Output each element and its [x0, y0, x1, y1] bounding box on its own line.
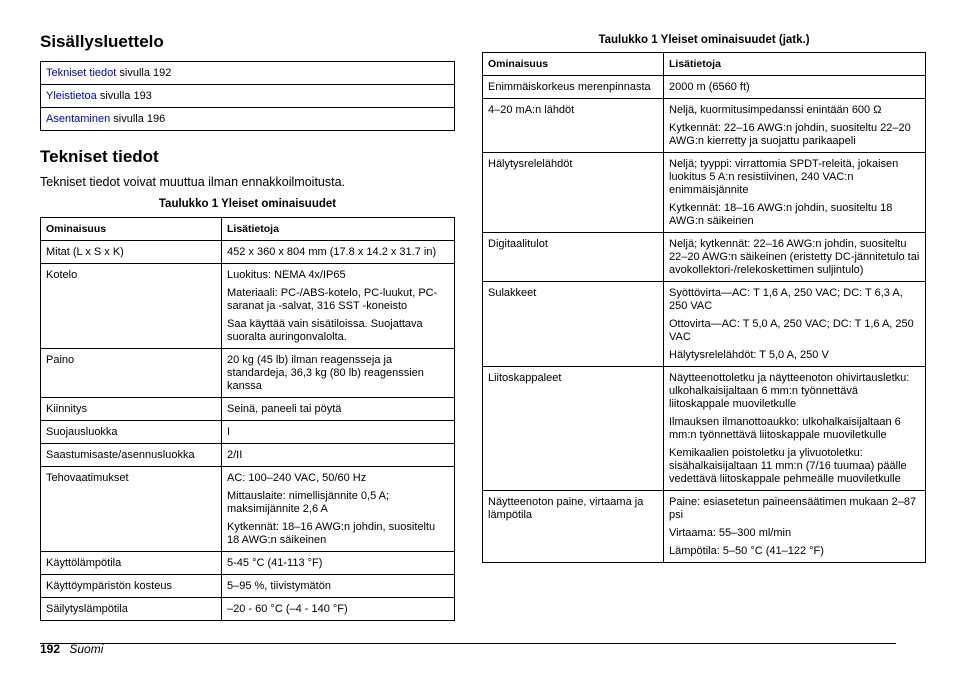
table-row — [41, 467, 455, 552]
intro-text: Tekniset tiedot voivat muuttua ilman ennakkoilmoitusta. — [40, 175, 346, 189]
info-cell — [222, 444, 455, 467]
property-cell: Digitaalitulot — [483, 233, 664, 282]
property-cell: Näytteenoton paine, virtaama ja lämpötila — [483, 491, 664, 563]
toc-link[interactable]: Tekniset tiedot — [46, 67, 117, 79]
table-row — [483, 282, 926, 367]
toc-row — [41, 62, 455, 85]
table-row — [41, 421, 455, 444]
info-line: 2/II — [227, 449, 243, 461]
table-row — [41, 598, 455, 621]
info-line: 5-45 °C (41-113 °F) — [227, 557, 323, 569]
info-line: 5–95 %, tiivistymätön — [227, 580, 331, 592]
table-row — [41, 349, 455, 398]
info-line: Paine: esiasetetun paineensäätimen mukaan 2–87 psi — [669, 496, 917, 521]
info-line: Neljä, kuormitusimpedanssi enintään 600 Ω — [669, 104, 882, 116]
footer-divider — [40, 643, 896, 644]
header-property: Ominaisuus — [483, 53, 664, 76]
table-body — [41, 241, 455, 621]
info-line: Virtaama: 55–300 ml/min — [669, 527, 792, 539]
toc-row — [41, 108, 455, 131]
info-line: 2000 m (6560 ft) — [669, 81, 750, 93]
info-cell — [222, 598, 455, 621]
info-line: Luokitus: NEMA 4x/IP65 — [227, 269, 346, 281]
info-line: Syöttövirta—AC: T 1,6 A, 250 VAC; DC: T 6,3 A, 250 VAC — [669, 287, 903, 312]
property-cell: Suojausluokka — [41, 421, 222, 444]
info-line: Mittauslaite: nimellisjännite 0,5 A; maksimijännite 2,6 A — [227, 490, 390, 515]
info-cell — [222, 398, 455, 421]
property-cell: Tehovaatimukset — [41, 467, 222, 552]
toc-entry — [41, 85, 455, 108]
table-caption: Taulukko 1 Yleiset ominaisuudet (jatk.) — [598, 34, 810, 46]
table-header-row — [41, 218, 455, 241]
info-line: Kytkennät: 22–16 AWG:n johdin, suositeltu 22–20 AWG:n kierretty ja suojattu parikaapeli — [669, 122, 911, 147]
header-info: Lisätietoja — [222, 218, 455, 241]
info-line: –20 - 60 °C (–4 - 140 °F) — [227, 603, 348, 615]
info-line: AC: 100–240 VAC, 50/60 Hz — [227, 472, 367, 484]
info-line: Ilmauksen ilmanottoaukko: ulkohalkaisijaltaan 6 mm:n työnnettävä liitoskappale muoviletkulle — [669, 416, 901, 441]
table-row — [483, 76, 926, 99]
property-cell: Saastumisaste/asennusluokka — [41, 444, 222, 467]
property-cell: Kotelo — [41, 264, 222, 349]
property-cell: Kiinnitys — [41, 398, 222, 421]
info-cell — [222, 575, 455, 598]
info-line: Seinä, paneeli tai pöytä — [227, 403, 342, 415]
info-cell — [664, 233, 926, 282]
info-line: Kytkennät: 18–16 AWG:n johdin, suositeltu 18 AWG:n säikeinen — [669, 202, 893, 227]
info-line: Hälytysrelelähdöt: T 5,0 A, 250 V — [669, 349, 829, 361]
info-cell — [664, 153, 926, 233]
page-number: 192 — [40, 642, 61, 656]
property-cell: Liitoskappaleet — [483, 367, 664, 491]
info-line: I — [227, 426, 231, 438]
table-row — [41, 575, 455, 598]
property-cell: Sulakkeet — [483, 282, 664, 367]
info-line: Kytkennät: 18–16 AWG:n johdin, suositeltu 18 AWG:n säikeinen — [227, 521, 436, 546]
info-cell — [222, 241, 455, 264]
page-footer — [40, 642, 103, 656]
info-line: Ottovirta—AC: T 5,0 A, 250 VAC; DC: T 1,6 A, 250 VAC — [669, 318, 914, 343]
toc-page-ref: sivulla 196 — [110, 113, 166, 125]
info-cell — [664, 491, 926, 563]
property-cell: Hälytysrelelähdöt — [483, 153, 664, 233]
info-cell — [222, 264, 455, 349]
info-line: 452 x 360 x 804 mm (17.8 x 14.2 x 31.7 in) — [227, 246, 437, 258]
info-line: Lämpötila: 5–50 °C (41–122 °F) — [669, 545, 824, 557]
info-cell — [664, 76, 926, 99]
info-cell — [664, 367, 926, 491]
table-row — [41, 264, 455, 349]
toc-row — [41, 85, 455, 108]
table-row — [483, 233, 926, 282]
info-line: Näytteenottoletku ja näytteenoton ohivirtausletku: ulkohalkaisijaltaan 6 mm:n työnnettävä liitoskappale muoviletkulle — [669, 372, 910, 410]
info-cell — [222, 421, 455, 444]
toc-page-ref: sivulla 193 — [96, 90, 152, 102]
toc-page-ref: sivulla 192 — [116, 67, 172, 79]
spec-table — [40, 217, 455, 621]
info-line: Materiaali: PC-/ABS-kotelo, PC-luukut, PC-saranat ja -salvat, 316 SST -koneisto — [227, 287, 438, 312]
header-property: Ominaisuus — [41, 218, 222, 241]
info-cell — [222, 552, 455, 575]
info-line: 20 kg (45 lb) ilman reagensseja ja standardeja, 36,3 kg (80 lb) reagenssien kanssa — [227, 354, 424, 392]
table-header-row — [483, 53, 926, 76]
property-cell: Käyttölämpötila — [41, 552, 222, 575]
property-cell: Mitat (L x S x K) — [41, 241, 222, 264]
table-row — [41, 552, 455, 575]
property-cell: Paino — [41, 349, 222, 398]
section-title: Tekniset tiedot — [40, 147, 159, 166]
info-cell — [222, 467, 455, 552]
info-line: Neljä; tyyppi: virrattomia SPDT-releitä, jokaisen luokitus 5 A:n resistiivinen, 240 VAC:n enimmäisjännite — [669, 158, 899, 196]
toc-entry — [41, 62, 455, 85]
info-line: Neljä; kytkennät: 22–16 AWG:n johdin, suositeltu 22–20 AWG:n säikeinen (eristetty DC-jännitetulo tai avokollektori-/relekoskettimen suljintulo) — [669, 238, 920, 276]
spec-table-continued — [482, 52, 926, 563]
property-cell: Käyttöympäristön kosteus — [41, 575, 222, 598]
info-line: Kemikaalien poistoletku ja ylivuotoletku: sisähalkaisijaltaan 11 mm:n (7/16 tuumaa) päälle vedettävä liitoskappale pehmeälle muoviletkulle — [669, 447, 907, 485]
table-row — [41, 444, 455, 467]
toc-table — [40, 61, 455, 131]
property-cell: Enimmäiskorkeus merenpinnasta — [483, 76, 664, 99]
table-row — [41, 398, 455, 421]
table-row — [41, 241, 455, 264]
info-cell — [664, 99, 926, 153]
table-row — [483, 153, 926, 233]
table-row — [483, 99, 926, 153]
header-info: Lisätietoja — [664, 53, 926, 76]
info-cell — [222, 349, 455, 398]
table-row — [483, 367, 926, 491]
property-cell: 4–20 mA:n lähdöt — [483, 99, 664, 153]
table-caption: Taulukko 1 Yleiset ominaisuudet — [158, 198, 337, 210]
toc-link[interactable]: Asentaminen — [46, 113, 111, 125]
toc-title: Sisällysluettelo — [40, 32, 164, 51]
toc-link[interactable]: Yleistietoa — [46, 90, 97, 102]
footer-language: Suomi — [69, 642, 104, 656]
info-line: Saa käyttää vain sisätiloissa. Suojattava suoralta auringonvalolta. — [227, 318, 423, 343]
table-row — [483, 491, 926, 563]
info-cell — [664, 282, 926, 367]
table-body — [483, 76, 926, 563]
property-cell: Säilytyslämpötila — [41, 598, 222, 621]
toc-entry — [41, 108, 455, 131]
